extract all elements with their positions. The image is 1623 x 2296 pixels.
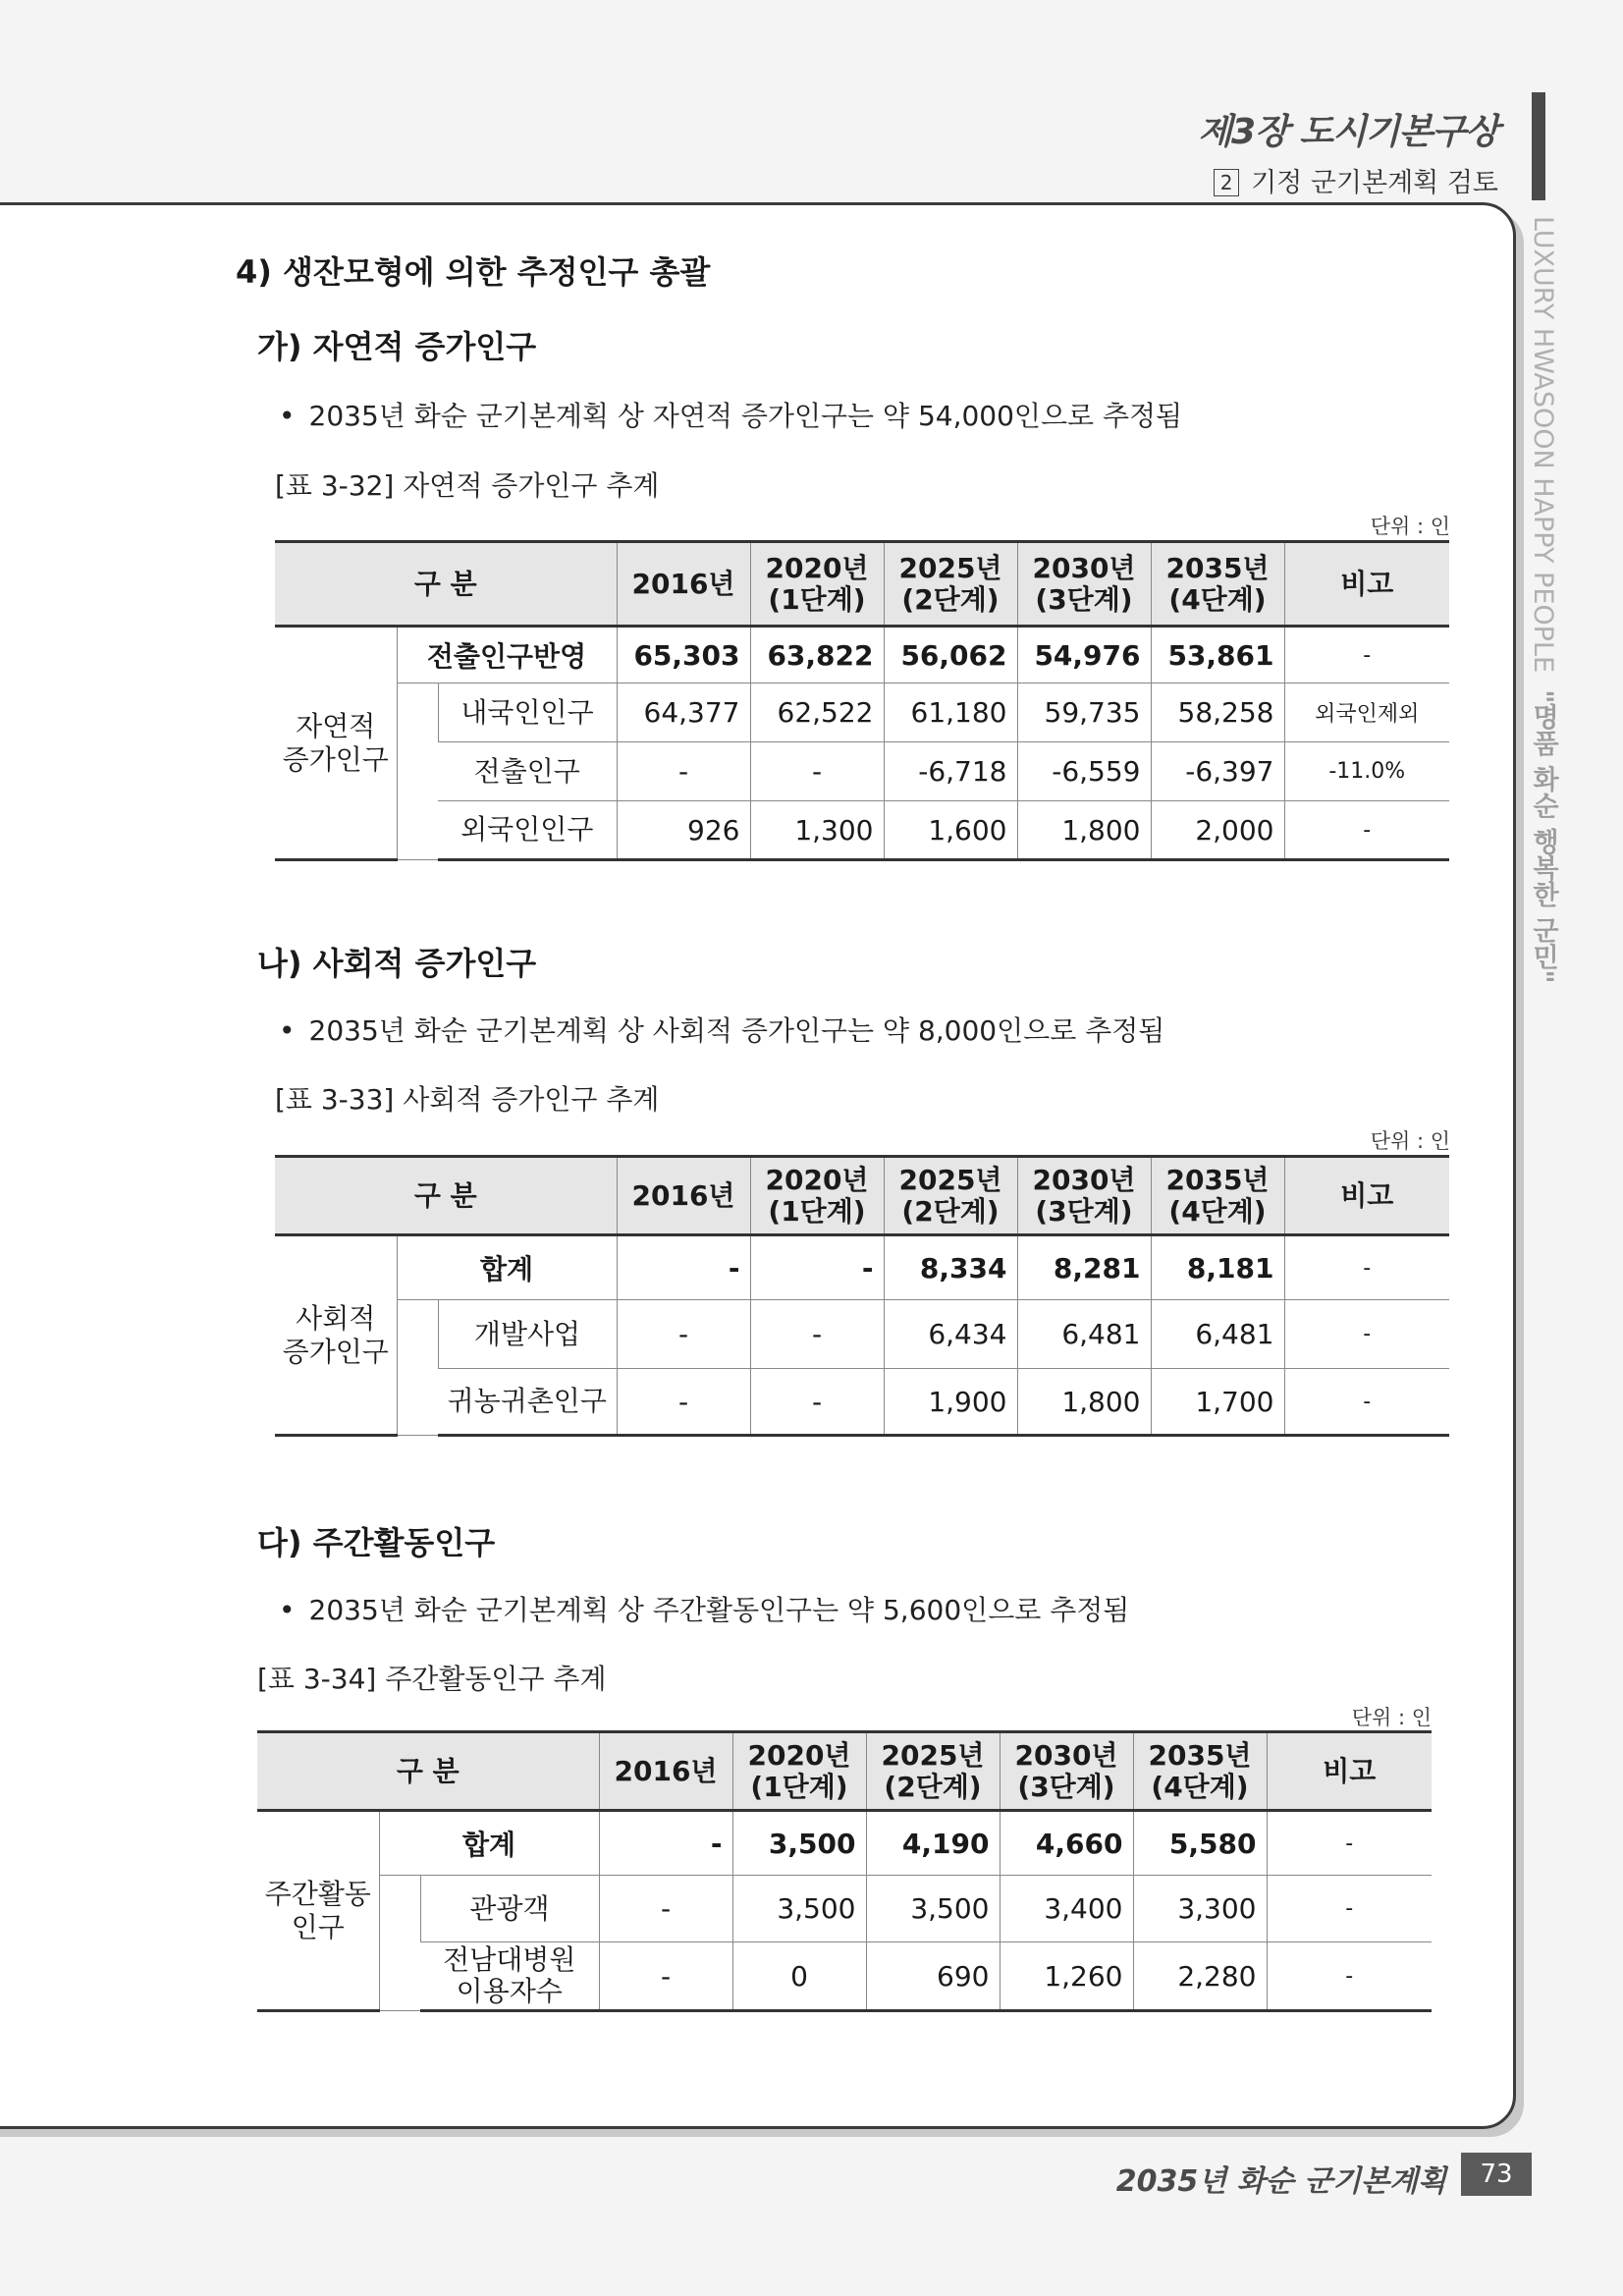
- column-header: 2025년 (2단계): [866, 1732, 1000, 1811]
- total-row-label: 합계: [379, 1811, 599, 1876]
- column-header: 2016년: [617, 1157, 750, 1235]
- row-label: 내국인인구: [438, 683, 617, 742]
- main-heading: 4) 생잔모형에 의한 추정인구 총괄: [236, 253, 711, 291]
- row-value: 0: [732, 1942, 866, 2011]
- row-value: -: [599, 1942, 732, 2011]
- column-header: 2030년 (3단계): [1017, 1157, 1151, 1235]
- column-header: 구 분: [275, 542, 617, 627]
- note-cell: -11.0%: [1284, 742, 1449, 801]
- row-value: 1,600: [884, 801, 1017, 860]
- indent-spacer: [379, 1876, 420, 2011]
- row-value: 1,900: [884, 1369, 1017, 1436]
- column-header: 2025년 (2단계): [884, 1157, 1017, 1235]
- row-value: 1,800: [1017, 1369, 1151, 1436]
- note-cell: -: [1267, 1942, 1432, 2011]
- column-header: 2035년 (4단계): [1151, 542, 1284, 627]
- side-banner-korean: "명품 화순 행복한 군민": [1528, 689, 1558, 984]
- total-value: 4,190: [866, 1811, 1000, 1876]
- note-cell: -: [1267, 1876, 1432, 1942]
- row-value: 926: [617, 801, 750, 860]
- side-banner-english: LUXURY HWASOON HAPPY PEOPLE: [1528, 216, 1558, 674]
- row-value: 6,481: [1017, 1300, 1151, 1369]
- column-header: 2035년 (4단계): [1151, 1157, 1284, 1235]
- unit-label: 단위 : 인: [1351, 1706, 1432, 1729]
- total-value: 4,660: [1000, 1811, 1133, 1876]
- column-header: 2025년 (2단계): [884, 542, 1017, 627]
- total-value: -: [599, 1811, 732, 1876]
- row-value: 2,280: [1133, 1942, 1267, 2011]
- row-value: 59,735: [1017, 683, 1151, 742]
- row-value: -6,559: [1017, 742, 1151, 801]
- row-label: 전남대병원 이용자수: [420, 1942, 599, 2011]
- row-label: 외국인인구: [438, 801, 617, 860]
- row-group-label: 주간활동 인구: [257, 1811, 379, 2011]
- note-cell: -: [1284, 627, 1449, 683]
- row-value: 1,800: [1017, 801, 1151, 860]
- column-header: 2020년 (1단계): [750, 1157, 884, 1235]
- row-value: 3,300: [1133, 1876, 1267, 1942]
- row-value: -: [617, 1300, 750, 1369]
- unit-label: 단위 : 인: [1370, 1129, 1450, 1153]
- total-row-label: 합계: [397, 1235, 617, 1300]
- note-cell: -: [1267, 1811, 1432, 1876]
- note-cell: -: [1284, 1300, 1449, 1369]
- total-value: 53,861: [1151, 627, 1284, 683]
- indent-spacer: [397, 683, 438, 860]
- data-table: [275, 540, 1449, 861]
- column-header: 비고: [1267, 1732, 1432, 1811]
- note-cell: -: [1284, 1369, 1449, 1436]
- note-cell: -: [1284, 801, 1449, 860]
- total-value: -: [617, 1235, 750, 1300]
- indent-spacer: [397, 1300, 438, 1436]
- row-value: 3,400: [1000, 1876, 1133, 1942]
- row-value: 3,500: [732, 1876, 866, 1942]
- page-number: 73: [1461, 2153, 1532, 2196]
- column-header: 2020년 (1단계): [732, 1732, 866, 1811]
- total-value: 65,303: [617, 627, 750, 683]
- section-number-box: 2: [1214, 169, 1239, 196]
- total-value: 56,062: [884, 627, 1017, 683]
- row-value: 2,000: [1151, 801, 1284, 860]
- bullet-text: • 2035년 화순 군기본계획 상 주간활동인구는 약 5,600인으로 추정됨: [279, 1589, 1129, 1628]
- total-value: 3,500: [732, 1811, 866, 1876]
- row-value: -6,718: [884, 742, 1017, 801]
- row-label: 전출인구: [438, 742, 617, 801]
- row-label: 귀농귀촌인구: [438, 1369, 617, 1436]
- column-header: 구 분: [257, 1732, 599, 1811]
- total-value: 63,822: [750, 627, 884, 683]
- row-value: 6,481: [1151, 1300, 1284, 1369]
- row-value: 690: [866, 1942, 1000, 2011]
- unit-label: 단위 : 인: [1370, 515, 1450, 538]
- section-title: 기정 군기본계획 검토: [1251, 168, 1498, 198]
- data-table: [275, 1155, 1449, 1437]
- column-header: 비고: [1284, 1157, 1449, 1235]
- table-caption: [표 3-34] 주간활동인구 추계: [257, 1663, 607, 1695]
- row-label: 개발사업: [438, 1300, 617, 1369]
- total-value: 8,334: [884, 1235, 1017, 1300]
- column-header: 2016년: [599, 1732, 732, 1811]
- total-value: 8,181: [1151, 1235, 1284, 1300]
- row-value: 3,500: [866, 1876, 1000, 1942]
- section-heading: 나) 사회적 증가인구: [257, 945, 537, 982]
- chapter-title: 제3장 도시기본구상: [1198, 112, 1498, 152]
- row-group-label: 사회적 증가인구: [275, 1235, 397, 1436]
- column-header: 비고: [1284, 542, 1449, 627]
- column-header: 2035년 (4단계): [1133, 1732, 1267, 1811]
- row-value: -: [750, 1300, 884, 1369]
- row-value: 58,258: [1151, 683, 1284, 742]
- row-value: 62,522: [750, 683, 884, 742]
- total-value: -: [750, 1235, 884, 1300]
- note-cell: -: [1284, 1235, 1449, 1300]
- table-caption: [표 3-33] 사회적 증가인구 추계: [275, 1083, 660, 1116]
- total-value: 54,976: [1017, 627, 1151, 683]
- row-value: 6,434: [884, 1300, 1017, 1369]
- column-header: 2030년 (3단계): [1000, 1732, 1133, 1811]
- row-label: 관광객: [420, 1876, 599, 1942]
- row-value: -: [617, 1369, 750, 1436]
- section-heading: 가) 자연적 증가인구: [257, 328, 537, 365]
- data-table: [257, 1730, 1432, 2012]
- section-heading: 다) 주간활동인구: [257, 1524, 496, 1561]
- row-value: 61,180: [884, 683, 1017, 742]
- row-value: 1,260: [1000, 1942, 1133, 2011]
- row-value: -: [617, 742, 750, 801]
- row-value: -: [750, 742, 884, 801]
- row-value: 1,700: [1151, 1369, 1284, 1436]
- column-header: 2016년: [617, 542, 750, 627]
- total-row-label: 전출인구반영: [397, 627, 617, 683]
- total-value: 8,281: [1017, 1235, 1151, 1300]
- footer-title: 2035년 화순 군기본계획: [1115, 2164, 1446, 2199]
- column-header: 2020년 (1단계): [750, 542, 884, 627]
- row-value: -6,397: [1151, 742, 1284, 801]
- row-value: 1,300: [750, 801, 884, 860]
- total-value: 5,580: [1133, 1811, 1267, 1876]
- row-value: 64,377: [617, 683, 750, 742]
- row-value: -: [599, 1876, 732, 1942]
- bullet-text: • 2035년 화순 군기본계획 상 사회적 증가인구는 약 8,000인으로 추정됨: [279, 1010, 1164, 1049]
- row-group-label: 자연적 증가인구: [275, 627, 397, 860]
- table-caption: [표 3-32] 자연적 증가인구 추계: [275, 469, 660, 502]
- note-cell: 외국인제외: [1284, 683, 1449, 742]
- bullet-text: • 2035년 화순 군기본계획 상 자연적 증가인구는 약 54,000인으로 추정됨: [279, 395, 1182, 434]
- column-header: 2030년 (3단계): [1017, 542, 1151, 627]
- column-header: 구 분: [275, 1157, 617, 1235]
- row-value: -: [750, 1369, 884, 1436]
